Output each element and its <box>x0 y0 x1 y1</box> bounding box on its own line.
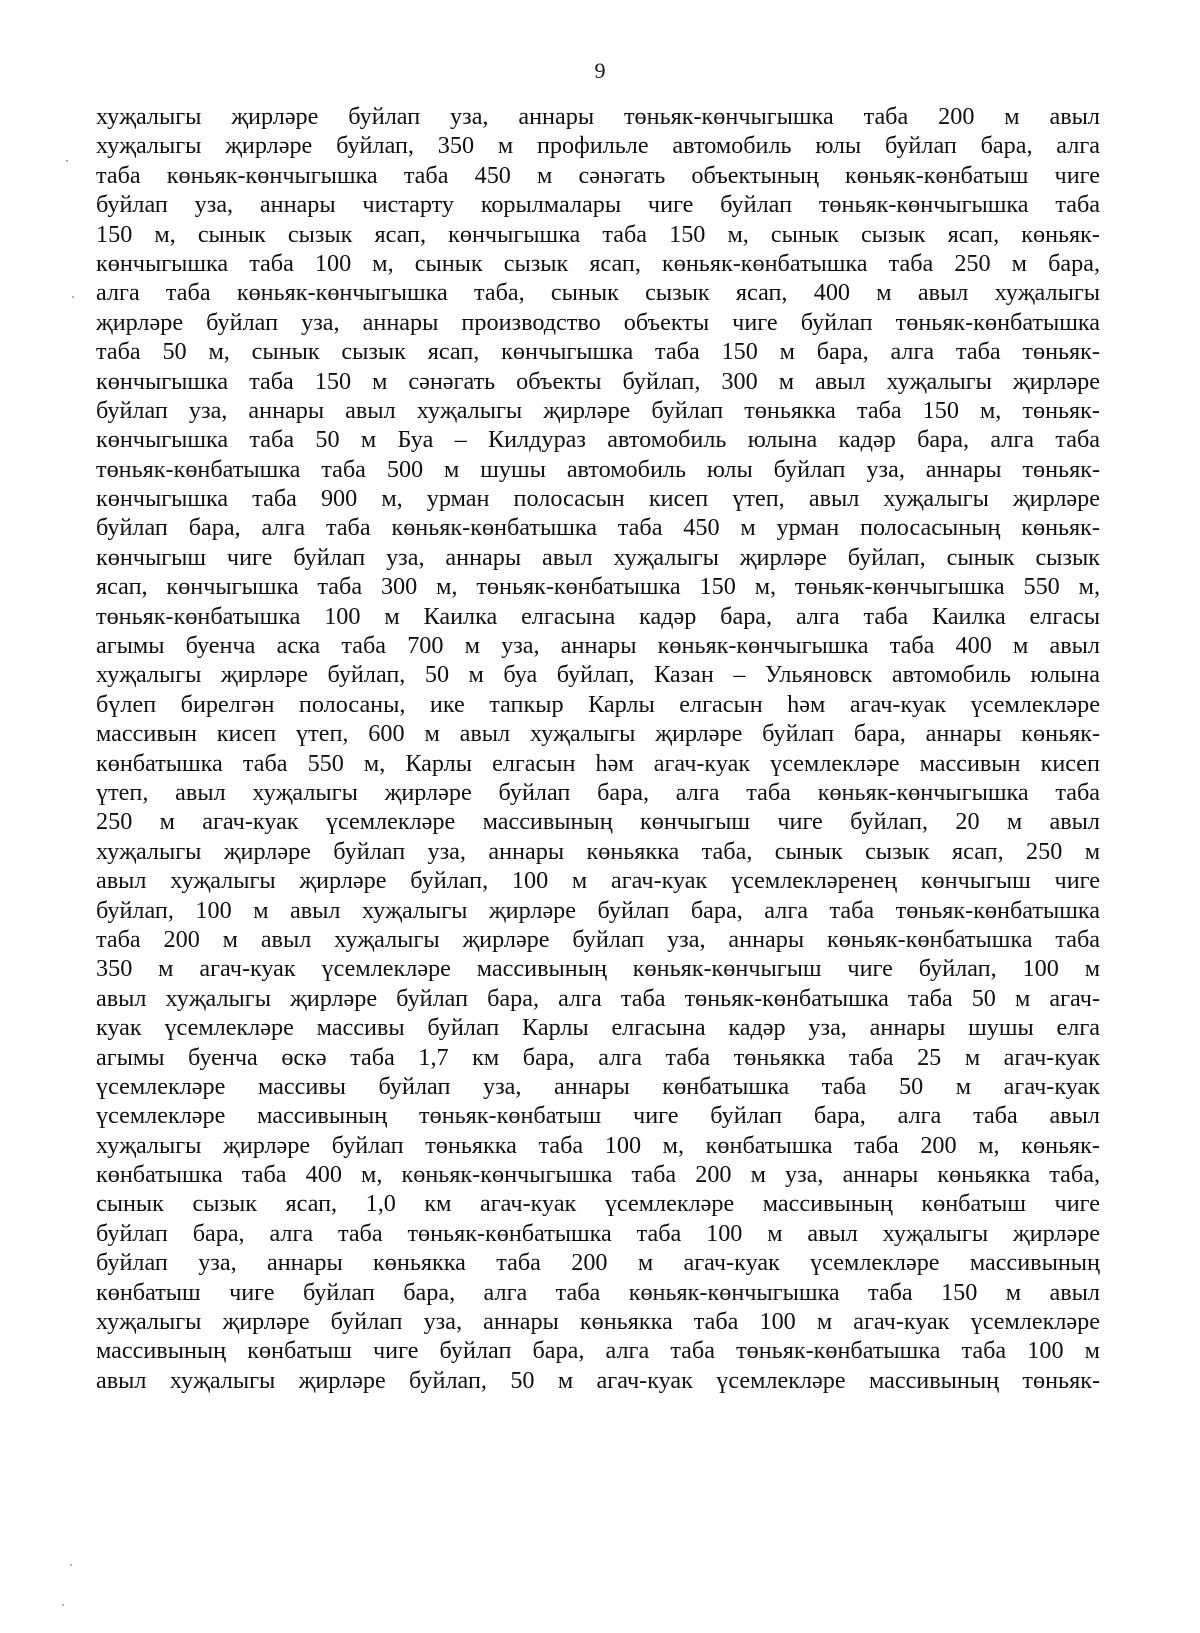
text-line: авыл хуҗалыгы җирләре буйлап, 50 м агач-куак үсемлекләре массивының төньяк- <box>96 1366 1100 1394</box>
text-line: буйлап, 100 м авыл хуҗалыгы җирләре буйлап бара, алга таба төньяк-көнбатышка <box>96 896 1100 924</box>
text-line: буйлап уза, аннары авыл хуҗалыгы җирләре буйлап төньякка таба 150 м, төньяк- <box>96 396 1100 424</box>
text-line: авыл хуҗалыгы җирләре буйлап, 100 м агач-куак үсемлекләренең көнчыгыш чиге <box>96 867 1100 895</box>
text-line: җирләре буйлап уза, аннары производство объекты чиге буйлап төньяк-көнбатышка <box>96 308 1100 336</box>
text-line: таба көньяк-көнчыгышка таба 450 м сәнәгать объектының көньяк-көнбатыш чиге <box>96 161 1100 189</box>
text-line: таба 50 м, сынык сызык ясап, көнчыгышка таба 150 м бара, алга таба төньяк- <box>96 338 1100 366</box>
text-line: 150 м, сынык сызык ясап, көнчыгышка таба 150 м, сынык сызык ясап, көньяк- <box>96 220 1100 248</box>
text-line: хуҗалыгы җирләре буйлап уза, аннары төньяк-көнчыгышка таба 200 м авыл <box>96 103 1100 130</box>
text-line: көнчыгышка таба 50 м Буа – Килдураз автомобиль юлына кадәр бара, алга таба <box>96 426 1100 454</box>
text-line: буйлап бара, алга таба көньяк-көнбатышка таба 450 м урман полосасының көньяк- <box>96 514 1100 542</box>
scan-speck <box>66 160 68 162</box>
text-line: буйлап уза, аннары көньякка таба 200 м агач-куак үсемлекләре массивының <box>96 1249 1100 1277</box>
text-line: авыл хуҗалыгы җирләре буйлап бара, алга таба төньяк-көнбатышка таба 50 м агач- <box>96 984 1100 1012</box>
scan-speck <box>62 1604 64 1606</box>
text-line: көнчыгыш чиге буйлап уза, аннары авыл хуҗалыгы җирләре буйлап, сынык сызык <box>96 543 1100 571</box>
text-line: алга таба көньяк-көнчыгышка таба, сынык сызык ясап, 400 м авыл хуҗалыгы <box>96 279 1100 307</box>
text-line: буйлап уза, аннары чистарту корылмалары чиге буйлап төньяк-көнчыгышка таба <box>96 191 1100 219</box>
text-line: массивын кисеп үтеп, 600 м авыл хуҗалыгы җирләре буйлап бара, аннары көньяк- <box>96 720 1100 748</box>
scan-speck <box>70 1564 72 1566</box>
page-number: 9 <box>594 58 606 83</box>
text-line: хуҗалыгы җирләре буйлап уза, аннары көньякка таба 100 м агач-куак үсемлекләре <box>96 1308 1100 1336</box>
text-line: куак үсемлекләре массивы буйлап Карлы елгасына кадәр уза, аннары шушы елга <box>96 1014 1100 1042</box>
text-line: үтеп, авыл хуҗалыгы җирләре буйлап бара, алга таба көньяк-көнчыгышка таба <box>96 778 1100 806</box>
text-line: агымы буенча өскә таба 1,7 км бара, алга таба төньякка таба 25 м агач-куак <box>96 1043 1100 1071</box>
text-line: хуҗалыгы җирләре буйлап, 350 м профильле автомобиль юлы буйлап бара, алга <box>96 132 1100 160</box>
text-line: үсемлекләре массивы буйлап уза, аннары көнбатышка таба 50 м агач-куак <box>96 1072 1100 1100</box>
text-line: сынык сызык ясап, 1,0 км агач-куак үсемлекләре массивының көнбатыш чиге <box>96 1190 1100 1218</box>
text-line: хуҗалыгы җирләре буйлап төньякка таба 100 м, көнбатышка таба 200 м, көньяк- <box>96 1131 1100 1159</box>
text-line: агымы буенча аска таба 700 м уза, аннары көньяк-көнчыгышка таба 400 м авыл <box>96 632 1100 660</box>
scan-speck <box>72 296 74 298</box>
text-line: хуҗалыгы җирләре буйлап уза, аннары көньякка таба, сынык сызык ясап, 250 м <box>96 837 1100 865</box>
text-line: массивының көнбатыш чиге буйлап бара, алга таба төньяк-көнбатышка таба 100 м <box>96 1337 1100 1365</box>
body-text <box>96 102 1100 1395</box>
text-line: ясап, көнчыгышка таба 300 м, төньяк-көнбатышка 150 м, төньяк-көнчыгышка 550 м, <box>96 573 1100 601</box>
text-line: көнбатышка таба 400 м, көньяк-көнчыгышка таба 200 м уза, аннары көньякка таба, <box>96 1161 1100 1189</box>
text-line: көнбатыш чиге буйлап бара, алга таба көньяк-көнчыгышка таба 150 м авыл <box>96 1278 1100 1306</box>
text-line: көнчыгышка таба 150 м сәнәгать объекты буйлап, 300 м авыл хуҗалыгы җирләре <box>96 367 1100 395</box>
text-line: төньяк-көнбатышка 100 м Каилка елгасына кадәр бара, алга таба Каилка елгасы <box>96 602 1100 630</box>
text-line: көнчыгышка таба 100 м, сынык сызык ясап, көньяк-көнбатышка таба 250 м бара, <box>96 249 1100 277</box>
text-line: көнбатышка таба 550 м, Карлы елгасын һәм агач-куак үсемлекләре массивын кисеп <box>96 749 1100 777</box>
text-line: 250 м агач-куак үсемлекләре массивының көнчыгыш чиге буйлап, 20 м авыл <box>96 808 1100 836</box>
text-line: бүлеп бирелгән полосаны, ике тапкыр Карлы елгасын һәм агач-куак үсемлекләре <box>96 690 1100 718</box>
text-line: көнчыгышка таба 900 м, урман полосасын кисеп үтеп, авыл хуҗалыгы җирләре <box>96 485 1100 513</box>
text-line: 350 м агач-куак үсемлекләре массивының көньяк-көнчыгыш чиге буйлап, 100 м <box>96 955 1100 983</box>
text-line: хуҗалыгы җирләре буйлап, 50 м буа буйлап, Казан – Ульяновск автомобиль юлына <box>96 661 1100 689</box>
text-line: буйлап бара, алга таба төньяк-көнбатышка таба 100 м авыл хуҗалыгы җирләре <box>96 1219 1100 1247</box>
text-line: үсемлекләре массивының төньяк-көнбатыш чиге буйлап бара, алга таба авыл <box>96 1102 1100 1130</box>
text-line: төньяк-көнбатышка таба 500 м шушы автомобиль юлы буйлап уза, аннары төньяк- <box>96 455 1100 483</box>
text-line: таба 200 м авыл хуҗалыгы җирләре буйлап уза, аннары көньяк-көнбатышка таба <box>96 925 1100 953</box>
